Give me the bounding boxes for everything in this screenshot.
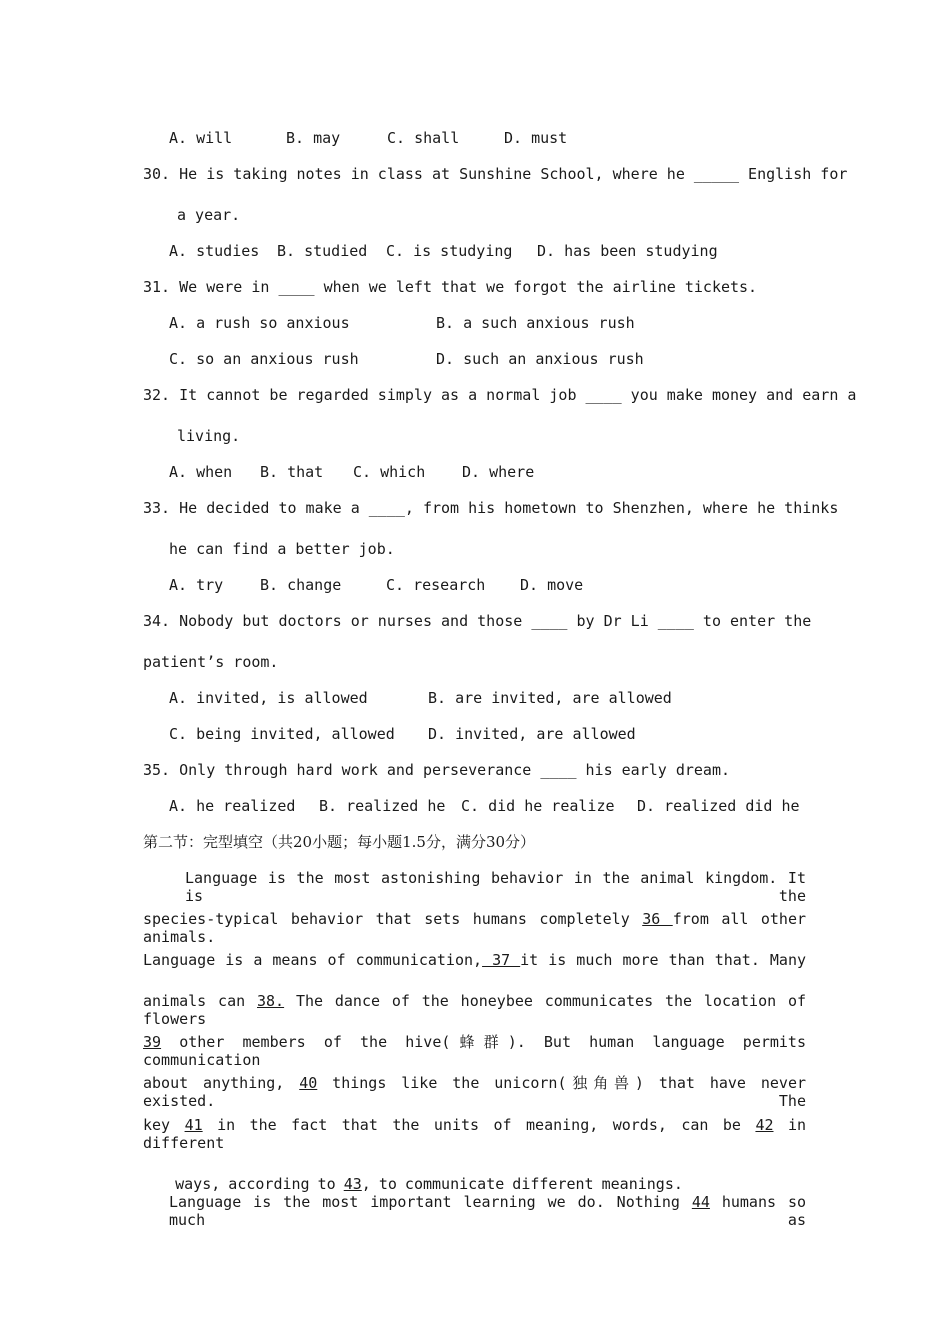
q33-stem-line2: he can find a better job. <box>169 540 395 558</box>
q34-stem-line1: 34. Nobody but doctors or nurses and those ____ by Dr Li ____ to enter the <box>143 612 812 630</box>
q31-option-a: A. a rush so anxious <box>169 314 350 332</box>
blank-36: 36 <box>642 910 673 928</box>
blank-42: 42 <box>755 1116 774 1134</box>
passage-text: things like the unicorn(独角兽) that have never existed. The <box>143 1074 807 1110</box>
q29-options <box>169 129 567 147</box>
section-heading: 第二节：完型填空（共20小题；每小题1.5分，满分30分） <box>143 833 536 851</box>
q29-option-a: A. will <box>169 129 233 147</box>
q31-option-b: B. a such anxious rush <box>436 314 635 332</box>
q32-stem-line1: 32. It cannot be regarded simply as a normal job ____ you make money and earn a <box>143 386 857 404</box>
blank-39: 39 <box>143 1033 162 1051</box>
q32-stem-line2: living. <box>177 427 241 445</box>
passage-text: in the fact that the units of meaning, words, can be <box>217 1116 741 1134</box>
blank-41: 41 <box>184 1116 203 1134</box>
passage-text: ways, according to <box>175 1175 336 1193</box>
q30-option-d: D. has been studying <box>537 242 718 260</box>
q32-option-b: B. that <box>260 463 324 481</box>
passage-text: key <box>143 1116 171 1134</box>
q33-options <box>169 576 583 594</box>
q33-option-b: B. change <box>260 576 342 594</box>
q32-option-a: A. when <box>169 463 233 481</box>
passage-line-9 <box>169 1193 806 1229</box>
passage-text: it is much more than that. Many <box>520 951 807 969</box>
q33-option-d: D. move <box>520 576 584 594</box>
q30-option-c: C. is studying <box>386 242 513 260</box>
passage-text: Language is the most astonishing behavior in the animal kingdom. It is the <box>185 869 806 905</box>
passage-line-3 <box>143 951 806 969</box>
passage-text: humans so much as <box>169 1193 807 1229</box>
passage-text: , to communicate different meanings. <box>361 1175 683 1193</box>
q29-option-c: C. shall <box>387 129 460 147</box>
q33-option-c: C. research <box>386 576 486 594</box>
q35-option-a: A. he realized <box>169 797 296 815</box>
q35-stem: 35. Only through hard work and perseverance ____ his early dream. <box>143 761 730 779</box>
passage-text: Language is the most important learning we do. Nothing <box>169 1193 680 1211</box>
q34-option-c: C. being invited, allowed <box>169 725 395 743</box>
q33-option-a: A. try <box>169 576 224 594</box>
q34-options-row2 <box>169 725 636 743</box>
q31-stem: 31. We were in ____ when we left that we forgot the airline tickets. <box>143 278 758 296</box>
q30-stem-line2: a year. <box>177 206 241 224</box>
passage-line-1 <box>185 869 806 905</box>
passage-line-5 <box>143 1033 806 1069</box>
passage-line-6 <box>143 1074 806 1110</box>
passage-text: species-typical behavior that sets humans completely <box>143 910 630 928</box>
blank-37: 37 <box>482 951 521 969</box>
passage-text: animals can <box>143 992 246 1010</box>
q34-option-d: D. invited, are allowed <box>428 725 636 743</box>
q30-option-b: B. studied <box>277 242 368 260</box>
q30-stem-line1: 30. He is taking notes in class at Sunshine School, where he _____ English for <box>143 165 848 183</box>
q30-options <box>169 242 718 260</box>
passage-text: other members of the hive(蜂群). But human language permits communication <box>143 1033 806 1069</box>
q29-option-b: B. may <box>286 129 341 147</box>
q32-option-c: C. which <box>353 463 426 481</box>
q30-option-a: A. studies <box>169 242 260 260</box>
blank-44: 44 <box>691 1193 710 1211</box>
q34-options-row1 <box>169 689 672 707</box>
q35-option-c: C. did he realize <box>461 797 615 815</box>
q31-option-c: C. so an anxious rush <box>169 350 359 368</box>
q31-option-d: D. such an anxious rush <box>436 350 644 368</box>
passage-text: about anything, <box>143 1074 285 1092</box>
q34-option-b: B. are invited, are allowed <box>428 689 672 707</box>
q29-option-d: D. must <box>504 129 568 147</box>
blank-40: 40 <box>299 1074 318 1092</box>
passage-line-7 <box>143 1116 806 1152</box>
q34-option-a: A. invited, is allowed <box>169 689 368 707</box>
q34-stem-line2: patient’s room. <box>143 653 279 671</box>
q35-options <box>169 797 800 815</box>
passage-text: Language is a means of communication, <box>143 951 483 969</box>
passage-text: in different <box>143 1116 807 1152</box>
q33-stem-line1: 33. He decided to make a ____, from his hometown to Shenzhen, where he thinks <box>143 499 839 517</box>
q31-options-row2 <box>169 350 644 368</box>
passage-text: from all other animals. <box>143 910 807 946</box>
q32-options <box>169 463 534 481</box>
passage-line-2 <box>143 910 806 946</box>
blank-38: 38. <box>257 992 285 1010</box>
passage-text: The dance of the honeybee communicates the location of flowers <box>143 992 807 1028</box>
blank-43: 43 <box>343 1175 362 1193</box>
passage-line-4 <box>143 992 806 1028</box>
q31-options-row1 <box>169 314 635 332</box>
q35-option-d: D. realized did he <box>637 797 800 815</box>
q32-option-d: D. where <box>462 463 535 481</box>
q35-option-b: B. realized he <box>319 797 446 815</box>
